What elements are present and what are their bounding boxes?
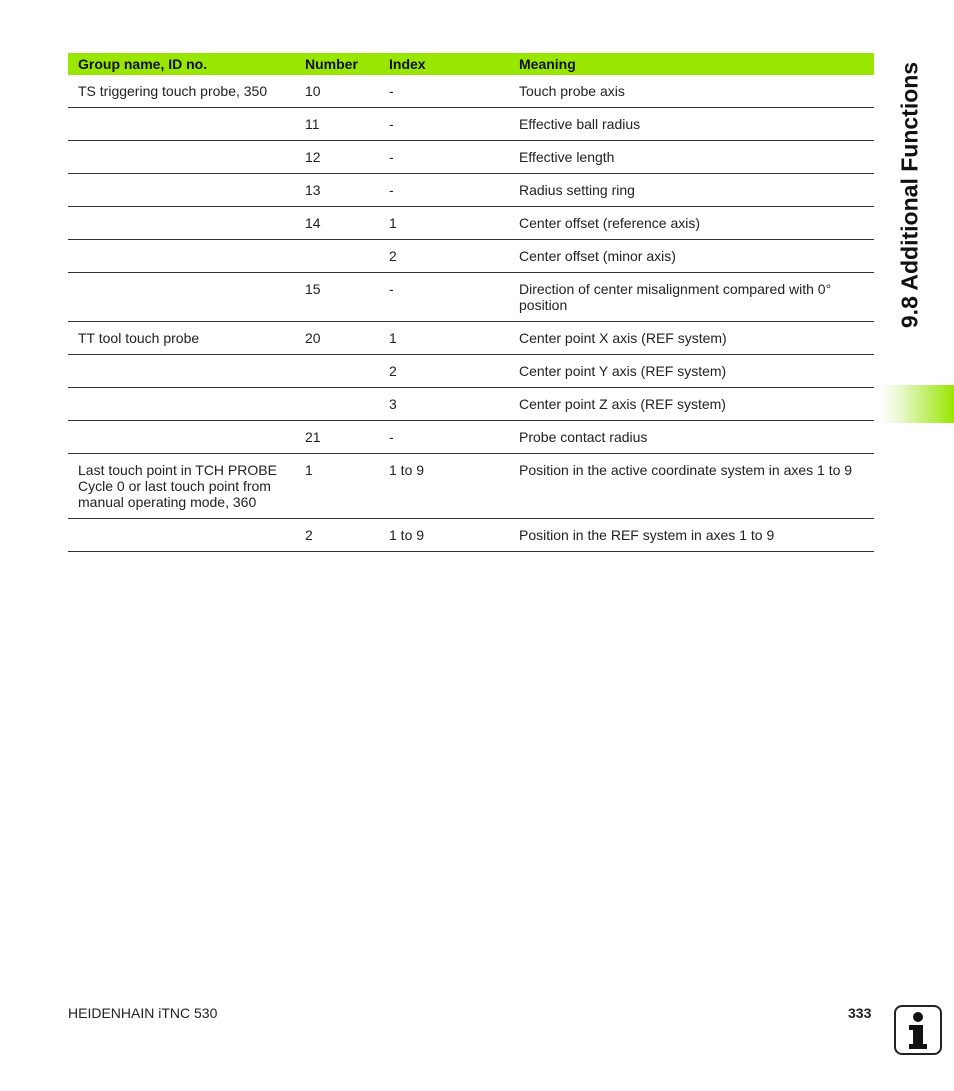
info-icon bbox=[894, 1005, 942, 1055]
cell-group-name bbox=[68, 519, 295, 552]
table-row bbox=[68, 75, 874, 108]
table-row bbox=[68, 207, 874, 240]
table-row bbox=[68, 519, 874, 552]
table-row bbox=[68, 421, 874, 454]
cell-index: 1 bbox=[379, 207, 509, 240]
header-index: Index bbox=[379, 53, 509, 75]
cell-group-name bbox=[68, 207, 295, 240]
cell-index: - bbox=[379, 108, 509, 141]
footer-product: HEIDENHAIN iTNC 530 bbox=[68, 1005, 218, 1021]
header-number: Number bbox=[295, 53, 379, 75]
cell-group-name bbox=[68, 388, 295, 421]
table-row bbox=[68, 454, 874, 519]
cell-group-name bbox=[68, 355, 295, 388]
cell-meaning: Effective length bbox=[509, 141, 874, 174]
cell-number: 14 bbox=[295, 207, 379, 240]
table-row bbox=[68, 240, 874, 273]
cell-meaning: Center point Y axis (REF system) bbox=[509, 355, 874, 388]
chapter-side-title-text: 9.8 Additional Functions bbox=[896, 61, 923, 329]
table-row bbox=[68, 388, 874, 421]
cell-meaning: Touch probe axis bbox=[509, 75, 874, 108]
table-row bbox=[68, 141, 874, 174]
table-row bbox=[68, 108, 874, 141]
cell-index: 1 bbox=[379, 322, 509, 355]
table-row bbox=[68, 355, 874, 388]
table-header-row bbox=[68, 53, 874, 75]
cell-number: 1 bbox=[295, 454, 379, 519]
cell-meaning: Center offset (reference axis) bbox=[509, 207, 874, 240]
cell-number: 15 bbox=[295, 273, 379, 322]
cell-index: - bbox=[379, 174, 509, 207]
cell-meaning: Direction of center misalignment compared with 0° position bbox=[509, 273, 874, 322]
cell-group-name: Last touch point in TCH PROBE Cycle 0 or last touch point from manual operating mode, 360 bbox=[68, 454, 295, 519]
cell-index: - bbox=[379, 75, 509, 108]
cell-group-name bbox=[68, 273, 295, 322]
cell-index: 1 to 9 bbox=[379, 519, 509, 552]
cell-meaning: Center point Z axis (REF system) bbox=[509, 388, 874, 421]
chapter-tab-marker bbox=[880, 385, 954, 423]
cell-group-name: TS triggering touch probe, 350 bbox=[68, 75, 295, 108]
info-glyph bbox=[896, 1007, 940, 1053]
cell-meaning: Center point X axis (REF system) bbox=[509, 322, 874, 355]
cell-meaning: Position in the REF system in axes 1 to 9 bbox=[509, 519, 874, 552]
parameter-table bbox=[68, 53, 874, 552]
cell-index: - bbox=[379, 141, 509, 174]
cell-index: 1 to 9 bbox=[379, 454, 509, 519]
cell-group-name bbox=[68, 421, 295, 454]
cell-number bbox=[295, 355, 379, 388]
cell-number: 13 bbox=[295, 174, 379, 207]
cell-meaning: Probe contact radius bbox=[509, 421, 874, 454]
cell-group-name bbox=[68, 240, 295, 273]
header-group-name: Group name, ID no. bbox=[68, 53, 295, 75]
table-row bbox=[68, 174, 874, 207]
cell-index: - bbox=[379, 421, 509, 454]
cell-number: 10 bbox=[295, 75, 379, 108]
cell-meaning: Radius setting ring bbox=[509, 174, 874, 207]
cell-number: 21 bbox=[295, 421, 379, 454]
page-number: 333 bbox=[848, 1005, 872, 1021]
table-row bbox=[68, 322, 874, 355]
cell-number bbox=[295, 240, 379, 273]
cell-number: 11 bbox=[295, 108, 379, 141]
cell-meaning: Position in the active coordinate system in axes 1 to 9 bbox=[509, 454, 874, 519]
cell-group-name bbox=[68, 141, 295, 174]
cell-index: 2 bbox=[379, 355, 509, 388]
cell-number bbox=[295, 388, 379, 421]
cell-index: 3 bbox=[379, 388, 509, 421]
cell-number: 20 bbox=[295, 322, 379, 355]
cell-group-name bbox=[68, 174, 295, 207]
cell-index: - bbox=[379, 273, 509, 322]
table-row bbox=[68, 273, 874, 322]
cell-number: 12 bbox=[295, 141, 379, 174]
cell-group-name: TT tool touch probe bbox=[68, 322, 295, 355]
cell-meaning: Center offset (minor axis) bbox=[509, 240, 874, 273]
cell-group-name bbox=[68, 108, 295, 141]
cell-meaning: Effective ball radius bbox=[509, 108, 874, 141]
table-body bbox=[68, 75, 874, 552]
cell-number: 2 bbox=[295, 519, 379, 552]
chapter-side-title bbox=[880, 30, 940, 360]
header-meaning: Meaning bbox=[509, 53, 874, 75]
cell-index: 2 bbox=[379, 240, 509, 273]
